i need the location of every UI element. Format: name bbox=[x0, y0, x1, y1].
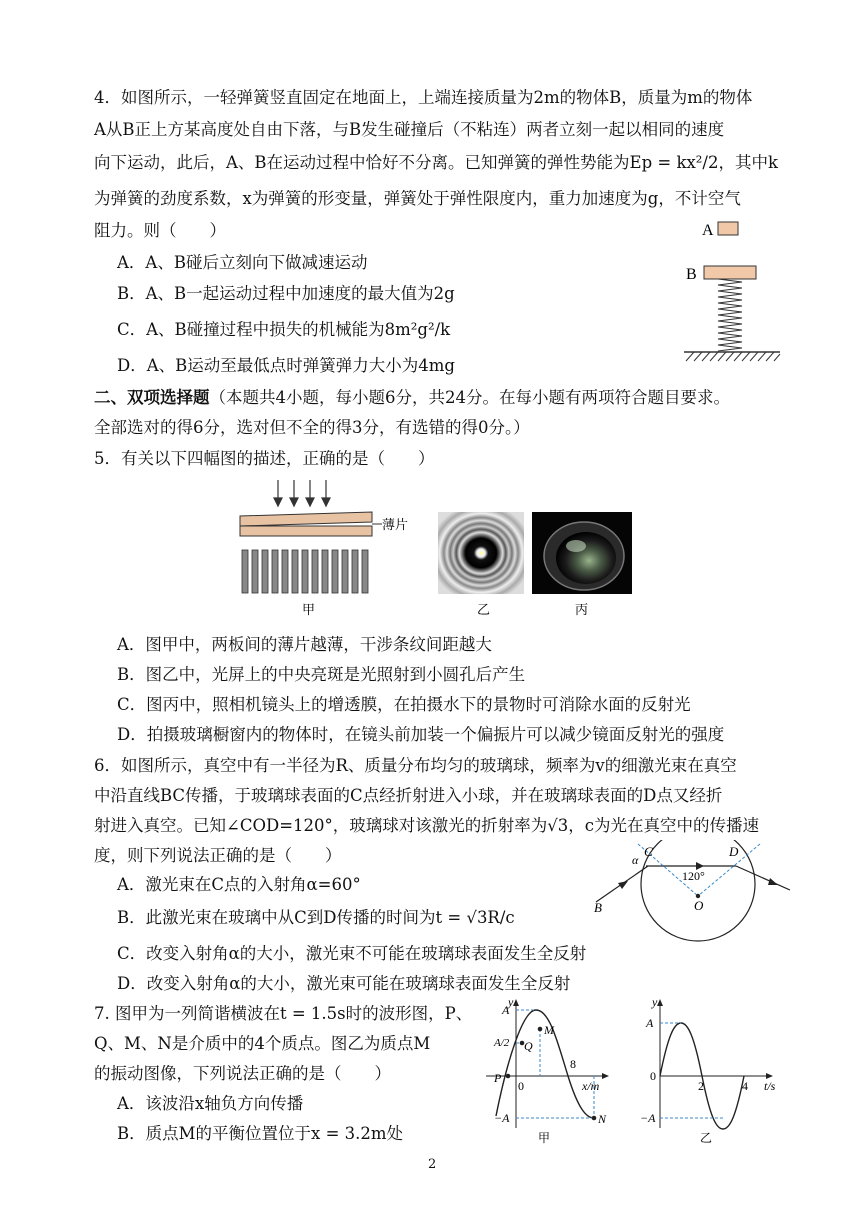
incident-arrows bbox=[274, 480, 330, 506]
q4-line-3: 向下运动，此后，A、B在运动过程中恰好不分离。已知弹簧的弹性势能为Ep = kx²/2，其中k bbox=[94, 153, 778, 172]
point-m bbox=[538, 1027, 543, 1032]
label-b: B bbox=[594, 900, 602, 915]
origin-label: 0 bbox=[518, 1079, 524, 1093]
q6-line-4: 度，则下列说法正确的是（ ） bbox=[94, 846, 342, 865]
q6-line-3: 射进入真空。已知∠COD=120°，玻璃球对该激光的折射率为√3，c为光在真空中的传播速 bbox=[94, 816, 760, 835]
tick-4: 4 bbox=[742, 1079, 748, 1093]
lens-reflection bbox=[566, 540, 586, 552]
caption-yi: 乙 bbox=[477, 602, 491, 617]
q6-option-b: B．此激光束在玻璃中从C到D传播的时间为t = √3R/c bbox=[117, 908, 515, 927]
q6-option-a: A．激光束在C点的入射角α=60° bbox=[117, 875, 361, 894]
label-d: D bbox=[729, 844, 739, 859]
x-axis-label: x/m bbox=[582, 1079, 600, 1093]
y-label: y bbox=[508, 996, 514, 1009]
spring-figure bbox=[680, 215, 790, 370]
q7-line-3: 的振动图像，下列说法正确的是（ ） bbox=[94, 1064, 391, 1083]
neg-amp-label: −A bbox=[494, 1111, 510, 1125]
q5-option-d: D．拍摄玻璃橱窗内的物体时，在镜头前加装一个偏振片可以减少镜面反射光的强度 bbox=[117, 725, 725, 744]
point-n bbox=[592, 1116, 597, 1121]
incident-arrow bbox=[618, 881, 628, 889]
y-label: y bbox=[652, 996, 658, 1009]
q4-line-4: 为弹簧的劲度系数，x为弹簧的形变量，弹簧处于弹性限度内，重力加速度为g，不计空气 bbox=[94, 189, 741, 208]
block-b bbox=[704, 266, 756, 279]
bright-spot bbox=[479, 551, 483, 555]
diffraction-figure bbox=[438, 512, 526, 622]
glass-sphere-figure bbox=[588, 840, 798, 945]
block-a bbox=[718, 222, 738, 235]
q5-option-c: C．图丙中，照相机镜头上的增透膜，在拍摄水下的景物时可消除水面的反射光 bbox=[117, 695, 691, 714]
q4-option-b: B．A、B一起运动过程中加速度的最大值为2g bbox=[117, 284, 455, 303]
q7-option-a: A．该波沿x轴负方向传播 bbox=[117, 1094, 304, 1113]
t-axis-label: t/s bbox=[764, 1079, 776, 1093]
alpha-label: α bbox=[632, 853, 639, 867]
label-q: Q bbox=[524, 1039, 533, 1053]
q4-line-1: 4．如图所示，一轻弹簧竖直固定在地面上，上端连接质量为2m的物体B，质量为m的物体 bbox=[94, 88, 753, 107]
lower-plate bbox=[240, 526, 372, 536]
lens-figure bbox=[532, 512, 634, 622]
q4-line-5: 阻力。则（ ） bbox=[94, 221, 226, 240]
q4-option-c: C．A、B碰撞过程中损失的机械能为8m²g²/k bbox=[117, 320, 451, 339]
amp-label: A bbox=[502, 1003, 510, 1017]
lens-glass bbox=[556, 532, 616, 584]
label-o: O bbox=[694, 898, 704, 913]
q6-line-1: 6．如图所示，真空中有一半径为R、质量分布均匀的玻璃球，频率为v的细激光束在真空 bbox=[94, 756, 737, 775]
section2-desc-2: 全部选对的得6分，选对但不全的得3分，有选错的得0分。） bbox=[94, 418, 530, 437]
half-amp-label: A/2 bbox=[494, 1037, 510, 1049]
label-a: A bbox=[702, 222, 714, 239]
interference-fringes bbox=[242, 550, 368, 593]
amp-label: A bbox=[646, 1016, 654, 1030]
tick-8: 8 bbox=[570, 1057, 576, 1071]
ground-hatch bbox=[686, 352, 780, 361]
label-p: P bbox=[494, 1071, 502, 1085]
q5-stem: 5．有关以下四幅图的描述，正确的是（ ） bbox=[94, 449, 435, 468]
caption-bing: 丙 bbox=[575, 602, 589, 617]
origin-label: 0 bbox=[650, 1069, 656, 1083]
q7-line-1: 7. 图甲为一列简谐横波在t = 1.5s时的波形图，P、 bbox=[94, 1004, 473, 1023]
q7-line-2: Q、M、N是介质中的4个质点。图乙为质点M bbox=[94, 1034, 431, 1053]
q4-option-d: D．A、B运动至最低点时弹簧弹力大小为4mg bbox=[117, 356, 455, 375]
thin-film-figure bbox=[236, 476, 416, 616]
exit-arrow bbox=[768, 878, 778, 885]
q4-option-a: A．A、B碰后立刻向下做减速运动 bbox=[117, 253, 368, 272]
exit-ray bbox=[736, 866, 790, 890]
label-m: M bbox=[544, 1023, 554, 1037]
section2-heading bbox=[94, 388, 730, 408]
q7-option-b: B．质点M的平衡位置位于x = 3.2m处 bbox=[117, 1124, 404, 1143]
section2-desc: （本题共4小题，每小题6分，共24分。在每小题有两项符合题目要求。 bbox=[209, 388, 730, 407]
upper-plate bbox=[240, 512, 372, 526]
q5-option-b: B．图乙中，光屏上的中央亮斑是光照射到小圆孔后产生 bbox=[117, 665, 526, 684]
label-n: N bbox=[598, 1112, 607, 1126]
q5-option-a: A．图甲中，两板间的薄片越薄，干涉条纹间距越大 bbox=[117, 635, 492, 654]
guide-lines bbox=[516, 1010, 594, 1118]
thin-label: 薄片 bbox=[382, 517, 409, 532]
q6-line-2: 中沿直线BC传播，于玻璃球表面的C点经折射进入小球，并在玻璃球表面的D点又经折 bbox=[94, 786, 723, 805]
wave-figure-jia bbox=[482, 996, 622, 1146]
angle-label: 120° bbox=[682, 869, 705, 883]
tick-2: 2 bbox=[698, 1079, 704, 1093]
spring-coils bbox=[718, 279, 742, 351]
caption-yi: 乙 bbox=[700, 1131, 713, 1145]
label-b: B bbox=[686, 266, 697, 283]
label-c: C bbox=[644, 844, 653, 859]
caption-jia: 甲 bbox=[302, 602, 316, 616]
q6-option-c: C．改变入射角α的大小，激光束不可能在玻璃球表面发生全反射 bbox=[117, 944, 587, 963]
q6-option-d: D．改变入射角α的大小，激光束可能在玻璃球表面发生全反射 bbox=[117, 974, 571, 993]
q4-line-2: A从B正上方某高度处自由下落，与B发生碰撞后（不粘连）两者立刻一起以相同的速度 bbox=[94, 120, 725, 139]
caption-jia: 甲 bbox=[538, 1131, 551, 1145]
neg-amp-label: −A bbox=[640, 1111, 656, 1125]
section2-title: 二、双项选择题 bbox=[94, 388, 210, 407]
page-number: 2 bbox=[428, 1157, 437, 1172]
point-p bbox=[506, 1074, 511, 1079]
vibration-figure-yi bbox=[640, 996, 790, 1146]
